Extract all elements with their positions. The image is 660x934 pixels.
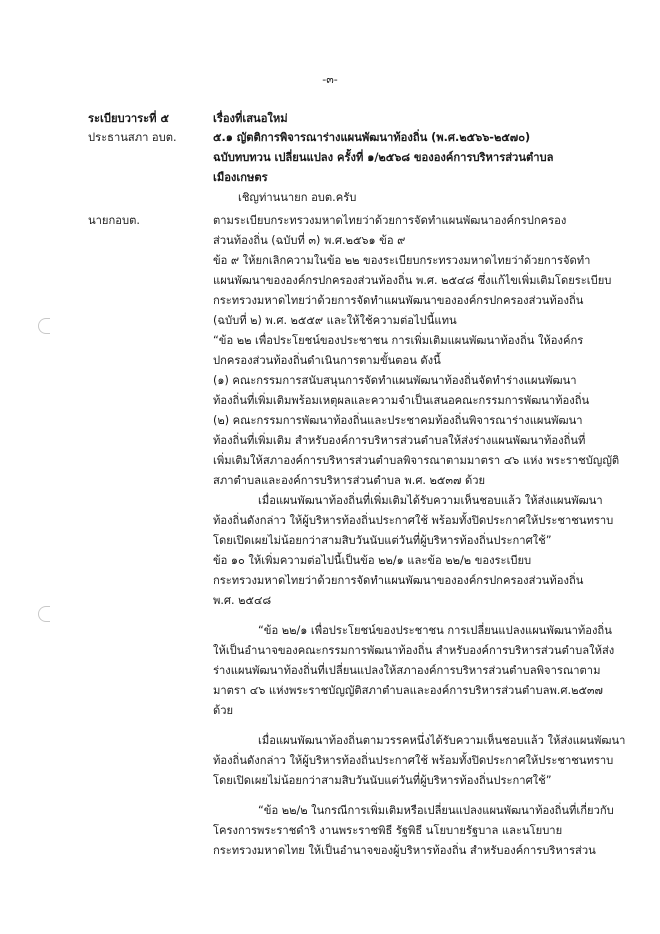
body-line: กระทรวงมหาดไทยว่าด้วยการจัดทำแผนพัฒนาขององค์กรปกครองส่วนท้องถิ่น (213, 294, 584, 307)
body-line: ส่วนท้องถิ่น (ฉบับที่ ๓) พ.ศ.๒๕๖๑ ข้อ ๙ (213, 234, 406, 247)
body-line: ตามระเบียบกระทรวงมหาดไทยว่าด้วยการจัดทำแผนพัฒนาองค์กรปกครอง (213, 214, 567, 227)
body-line: มาตรา ๔๖ แห่งพระราชบัญญัติสภาตำบลและองค์การบริหารส่วนตำบลพ.ศ.๒๕๓๗ (213, 684, 603, 697)
body-line: ร่างแผนพัฒนาท้องถิ่นที่เปลี่ยนแปลงให้สภาองค์การบริหารส่วนตำบลพิจารณาตาม (213, 664, 601, 677)
body-line: ท้องถิ่นที่เพิ่มเติมพร้อมเหตุผลและความจำเป็นเสนอคณะกรรมการพัฒนาท้องถิ่น (213, 394, 590, 407)
body-line: สภาตำบลและองค์การบริหารส่วนตำบล พ.ศ. ๒๕๓๗ ด้วย (213, 474, 486, 487)
body-line: โครงการพระราชดำริ งานพระราชพิธี รัฐพิธี นโยบายรัฐบาล และนโยบาย (213, 824, 563, 837)
body-line: (๑) คณะกรรมการสนับสนุนการจัดทำแผนพัฒนาท้องถิ่นจัดทำร่างแผนพัฒนา (213, 374, 577, 387)
body-line: (๒) คณะกรรมการพัฒนาท้องถิ่นและประชาคมท้องถิ่นพิจารณาร่างแผนพัฒนา (213, 414, 583, 427)
body-line: เมื่อแผนพัฒนาท้องถิ่นตามวรรคหนึ่งได้รับความเห็นชอบแล้ว ให้ส่งแผนพัฒนา (258, 734, 626, 747)
speaker-label: นายกอบต. (88, 214, 140, 227)
agenda-item-line-3: เมืองเกษตร (213, 171, 268, 184)
body-line: โดยเปิดเผยไม่น้อยกว่าสามสิบวันนับแต่วันที่ผู้บริหารท้องถิ่นประกาศใช้” (213, 534, 552, 547)
body-line: ด้วย (213, 704, 234, 717)
invite-text: เชิญท่านนายก อบต.ครับ (238, 191, 357, 204)
agenda-label: ระเบียบวาระที่ ๕ (88, 112, 169, 125)
body-line: ท้องถิ่นดังกล่าว ให้ผู้บริหารท้องถิ่นประกาศใช้ พร้อมทั้งปิดประกาศให้ประชาชนทราบ (213, 514, 614, 527)
page-number: -๓- (322, 73, 338, 86)
body-line: ท้องถิ่นดังกล่าว ให้ผู้บริหารท้องถิ่นประกาศใช้ พร้อมทั้งปิดประกาศให้ประชาชนทราบ (213, 754, 614, 767)
body-line: กระทรวงมหาดไทย ให้เป็นอำนาจของผู้บริหารท้องถิ่น สำหรับองค์การบริหารส่วน (213, 844, 596, 857)
punch-hole-bottom (38, 606, 50, 622)
body-line: ให้เป็นอำนาจของคณะกรรมการพัฒนาท้องถิ่น สำหรับองค์การบริหารส่วนตำบลให้ส่ง (213, 644, 615, 657)
punch-hole-top (38, 318, 50, 334)
body-line: พ.ศ. ๒๕๔๘ (213, 594, 272, 607)
body-line: แผนพัฒนาขององค์กรปกครองส่วนท้องถิ่น พ.ศ. ๒๕๔๘ ซึ่งแก้ไขเพิ่มเติมโดยระเบียบ (213, 274, 612, 287)
body-line: ข้อ ๙ ให้ยกเลิกความในข้อ ๒๒ ของระเบียบกระทรวงมหาดไทยว่าด้วยการจัดทำ (213, 254, 591, 267)
agenda-item-line-1: ๕.๑ ญัตติการพิจารณาร่างแผนพัฒนาท้องถิ่น (พ.ศ.๒๕๖๖-๒๕๗๐) (213, 131, 531, 144)
body-line: โดยเปิดเผยไม่น้อยกว่าสามสิบวันนับแต่วันที่ผู้บริหารท้องถิ่นประกาศใช้” (213, 774, 552, 787)
body-line: “ข้อ ๒๒/๒ ในกรณีการเพิ่มเติมหรือเปลี่ยนแปลงแผนพัฒนาท้องถิ่นที่เกี่ยวกับ (258, 804, 614, 817)
chair-label: ประธานสภา อบต. (88, 131, 177, 144)
agenda-item-line-2: ฉบับทบทวน เปลี่ยนแปลง ครั้งที่ ๑/๒๕๖๘ ขององค์การบริหารส่วนตำบล (213, 151, 554, 164)
agenda-title: เรื่องที่เสนอใหม่ (213, 112, 288, 125)
body-line: ข้อ ๑๐ ให้เพิ่มความต่อไปนี้เป็นข้อ ๒๒/๑ และข้อ ๒๒/๒ ของระเบียบ (213, 554, 532, 567)
body-line: ท้องถิ่นที่เพิ่มเติม สำหรับองค์การบริหารส่วนตำบลให้ส่งร่างแผนพัฒนาท้องถิ่นที่ (213, 434, 586, 447)
body-line: กระทรวงมหาดไทยว่าด้วยการจัดทำแผนพัฒนาขององค์กรปกครองส่วนท้องถิ่น (213, 574, 584, 587)
body-line: (ฉบับที่ ๒) พ.ศ. ๒๕๕๙ และให้ใช้ความต่อไปนี้แทน (213, 314, 457, 327)
body-line: “ข้อ ๒๒/๑ เพื่อประโยชน์ของประชาชน การเปลี่ยนแปลงแผนพัฒนาท้องถิ่น (258, 624, 612, 637)
body-line: เพิ่มเติมให้สภาองค์การบริหารส่วนตำบลพิจารณาตามมาตรา ๔๖ แห่ง พระราชบัญญัติ (213, 454, 620, 467)
body-line: เมื่อแผนพัฒนาท้องถิ่นที่เพิ่มเติมได้รับความเห็นชอบแล้ว ให้ส่งแผนพัฒนา (258, 494, 603, 507)
body-line: “ข้อ ๒๒ เพื่อประโยชน์ของประชาชน การเพิ่มเติมแผนพัฒนาท้องถิ่น ให้องค์กร (213, 334, 584, 347)
body-line: ปกครองส่วนท้องถิ่นดำเนินการตามขั้นตอน ดังนี้ (213, 354, 441, 367)
